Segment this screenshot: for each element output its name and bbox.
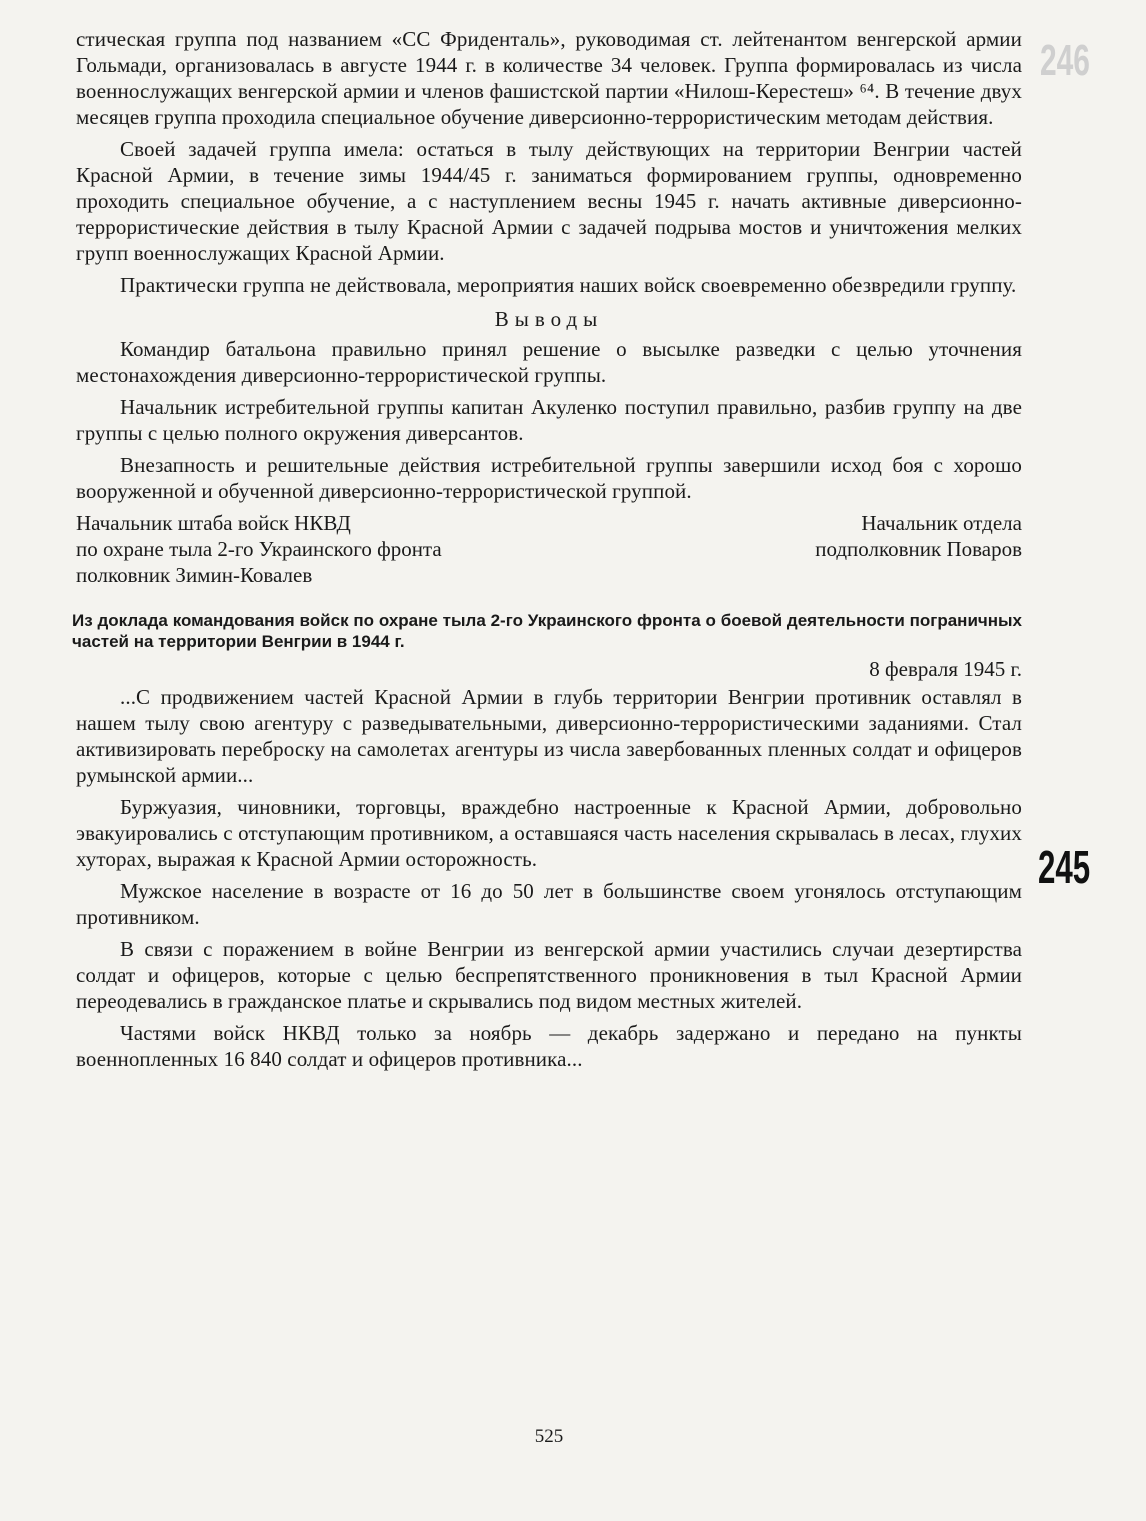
- document-paragraph: ...С продвижением частей Красной Армии в глубь территории Венгрии противник оставлял в нашем тылу свою агентуру с разведывательными, диверсионно-террористическими заданиями. Стал активизировать переброску на самолетах агентуры из числа завербованных пленных солдат и офицеров румынской армии...: [76, 685, 1022, 787]
- document-paragraph: В связи с поражением в войне Венгрии из венгерской армии участились случаи дезертирства солдат и офицеров, которые с целью беспрепятственного проникновения в тыл Красной Армии переодевались в гражданское платье и скрывались под видом местных жителей.: [76, 937, 1022, 1013]
- margin-page-number-top: 246: [1040, 36, 1090, 85]
- signature-line: по охране тыла 2-го Украинского фронта: [76, 537, 442, 561]
- document-paragraph: Буржуазия, чиновники, торговцы, враждебно настроенные к Красной Армии, добровольно эвакуировались с отступающим противником, а оставшаяся часть населения скрывалась в лесах, глухих хуторах, выражая к Красной Армии осторожность.: [76, 795, 1022, 871]
- signature-left: [76, 510, 442, 588]
- signature-line: полковник Зимин-Ковалев: [76, 563, 313, 587]
- conclusions-heading: Выводы: [494, 307, 604, 331]
- signature-line: Начальник отдела: [861, 511, 1022, 535]
- paragraph-group-task: Своей задачей группа имела: остаться в тылу действующих на территории Венгрии частей Красной Армии, в течение зимы 1944/45 г. заниматься формированием группы, одновременно проходить специальное обучение, а с наступлением весны 1945 г. начать активные диверсионно-террористические действия в тылу Красной Армии с задачей подрыва мостов и уничтожения мелких групп военнослужащих Красной Армии.: [76, 137, 1022, 265]
- signature-right: [815, 510, 1022, 588]
- conclusion-item: Внезапность и решительные действия истребительной группы завершили исход боя с хорошо вооруженной и обученной диверсионно-террористической группой.: [76, 453, 1022, 503]
- signature-line: Начальник штаба войск НКВД: [76, 511, 351, 535]
- conclusion-item: Командир батальона правильно принял решение о высылке разведки с целью уточнения местонахождения диверсионно-террористической группы.: [76, 337, 1022, 387]
- document-paragraph: Мужское население в возрасте от 16 до 50 лет в большинстве своем угонялось отступающим противником.: [76, 879, 1022, 929]
- document-paragraph: Частями войск НКВД только за ноябрь — декабрь задержано и передано на пункты военнопленных 16 840 солдат и офицеров противника...: [76, 1021, 1022, 1071]
- page-number: 525: [534, 1426, 564, 1447]
- document-date: 8 февраля 1945 г.: [869, 657, 1022, 681]
- paragraph-intro: стическая группа под названием «СС Фриденталь», руководимая ст. лейтенантом венгерской армии Гольмади, организовалась в августе 1944 г. в количестве 34 человек. Группа формировалась из числа военнослужащих венгерской армии и членов фашистской партии «Нилош-Керестеш» ⁶⁴. В течение двух месяцев группа проходила специальное обучение диверсионно-террористическим методам действия.: [76, 27, 1022, 129]
- paragraph-group-neutralized: Практически группа не действовала, мероприятия наших войск своевременно обезвредили группу.: [120, 273, 1017, 297]
- page-content: [72, 26, 1022, 1447]
- margin-page-number-middle: 245: [1038, 841, 1091, 893]
- signature-line: подполковник Поваров: [815, 537, 1022, 561]
- signature-block: [76, 510, 1022, 588]
- conclusion-item: Начальник истребительной группы капитан Акуленко поступил правильно, разбив группу на две группы с целью полного окружения диверсантов.: [76, 395, 1022, 445]
- document-title: Из доклада командования войск по охране тыла 2-го Украинского фронта о боевой деятельности пограничных частей на территории Венгрии в 1944 г.: [72, 611, 1022, 651]
